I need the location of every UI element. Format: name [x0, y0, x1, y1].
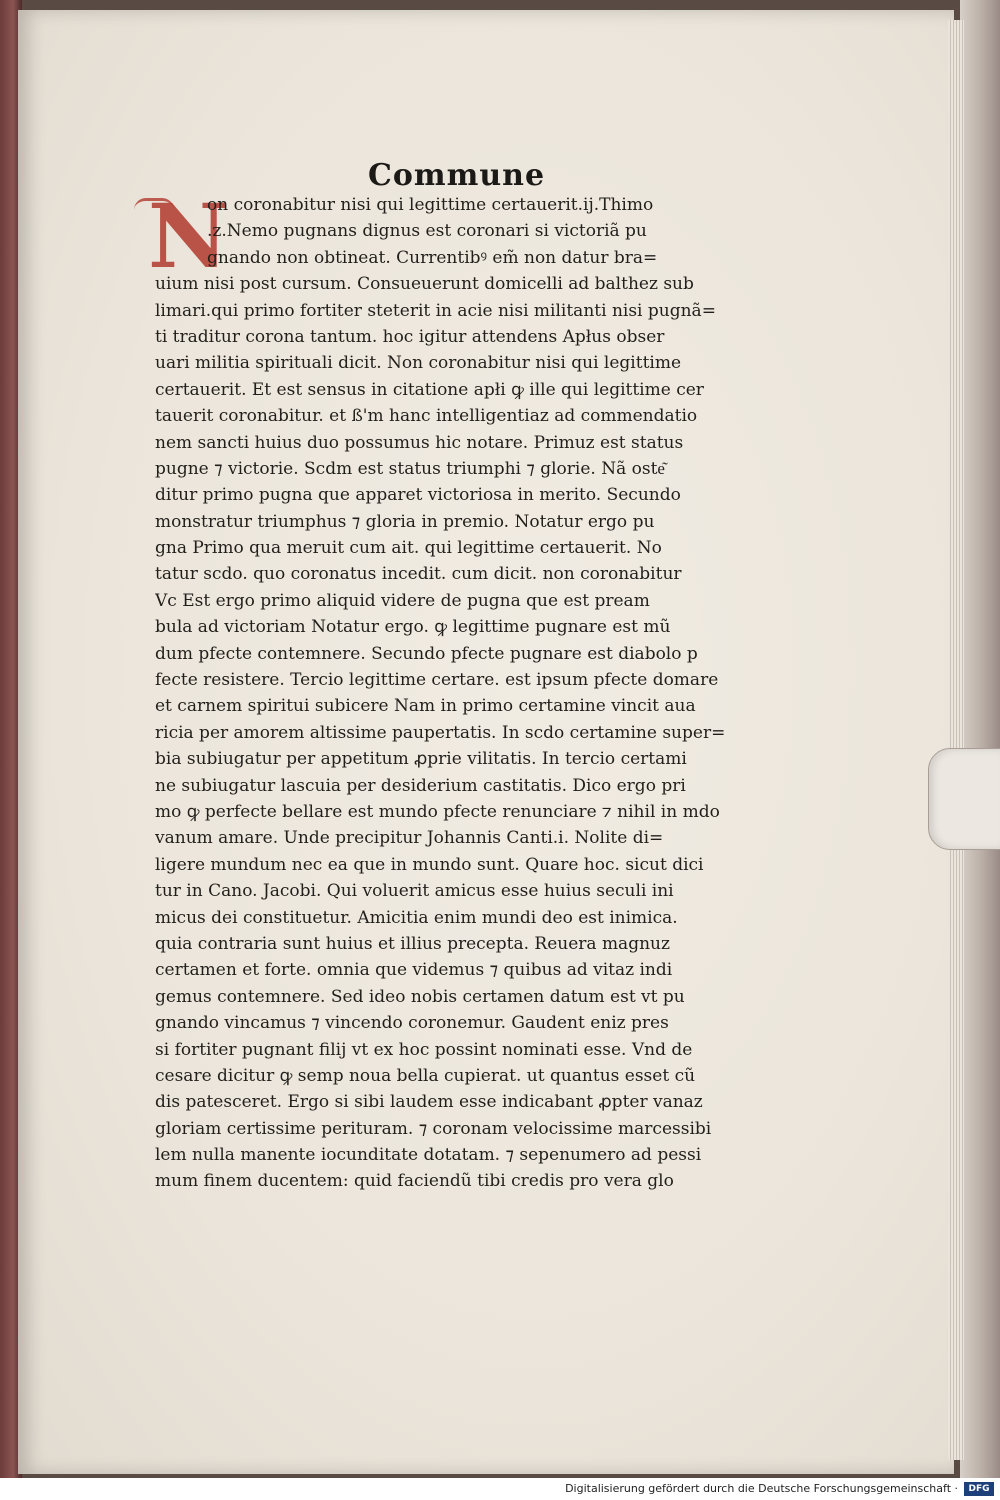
page-edges: [948, 20, 964, 1460]
page-heading: Commune: [368, 158, 546, 193]
text-line: on coronabitur nisi qui legittime certauerit.ij.Thimo: [207, 195, 654, 215]
text-line: gloriam certissime perituram. ⁊ coronam velocissime marcessibi: [155, 1118, 712, 1139]
text-line: nem sancti huius duo possumus hic notare. Primuz est status: [155, 432, 684, 453]
text-line: tur in Cano. Jacobi. Qui voluerit amicus esse huius seculi ini: [155, 881, 674, 902]
text-line: micus dei constituetur. Amicitia enim mundi deo est inimica.: [155, 907, 678, 928]
text-line: bula ad victoriam Notatur ergo. ꝙ legittime pugnare est mũ: [155, 617, 671, 638]
text-line: gna Primo qua meruit cum ait. qui legittime certauerit. No: [155, 538, 662, 559]
text-line: .z.Nemo pugnans dignus est coronari si victoriã pu: [207, 221, 647, 242]
text-line: certamen et forte. omnia que videmus ⁊ quibus ad vitaz indi: [155, 960, 673, 981]
text-line: limari.qui primo fortiter steterit in acie nisi militanti nisi pugnã=: [155, 300, 716, 321]
text-line: ligere mundum nec ea que in mundo sunt. Quare hoc. sicut dici: [155, 854, 704, 875]
text-line: mo ꝙ perfecte bellare est mundo pfecte renunciare ⁊ nihil in mdo: [155, 801, 720, 822]
text-line: certauerit. Et est sensus in citatione apłi ꝙ ille qui legittime cer: [155, 379, 704, 400]
text-line: tatur scdo. quo coronatus incedit. cum dicit. non coronabitur: [155, 564, 682, 585]
text-line: uari militia spirituali dicit. Non coronabitur nisi qui legittime: [155, 353, 682, 374]
text-line: ditur primo pugna que apparet victoriosa in merito. Secundo: [155, 485, 681, 506]
book-cover-right: [960, 0, 1000, 1478]
text-line: fecte resistere. Tercio legittime certare. est ipsum pfecte domare: [155, 670, 719, 691]
text-line: si fortiter pugnant filij vt ex hoc possint nominati esse. Vnd de: [155, 1039, 693, 1060]
text-line: cesare dicitur ꝙ semp noua bella cupierat. ut quantus esset cũ: [155, 1065, 696, 1086]
footer-credit: Digitalisierung gefördert durch die Deutsche Forschungsgemeinschaft ·: [565, 1482, 958, 1495]
text-line: uium nisi post cursum. Consueuerunt domicelli ad balthez sub: [155, 274, 694, 295]
text-line: monstratur triumphus ⁊ gloria in premio. Notatur ergo pu: [155, 511, 655, 532]
text-line: gemus contemnere. Sed ideo nobis certamen datum est vt pu: [155, 986, 685, 1007]
text-line: quia contraria sunt huius et illius precepta. Reuera magnuz: [155, 933, 670, 954]
text-line: bia subiugatur per appetitum ꝓprie vilitatis. In tercio certami: [155, 749, 687, 770]
book-clasp: [928, 748, 1000, 850]
text-line: ti traditur corona tantum. hoc igitur attendens Apłus obser: [155, 326, 665, 347]
text-line: et carnem spiritui subicere Nam in primo certamine vincit aua: [155, 696, 696, 717]
text-line: ne subiugatur lascuia per desiderium castitatis. Dico ergo pri: [155, 775, 686, 796]
text-line: mum finem ducentem: quid faciendũ tibi credis pro vera glo: [155, 1171, 674, 1192]
text-line: gnando non obtineat. Currentibꝰ em̃ non datur bra=: [207, 247, 658, 268]
footer-bar: [0, 1478, 1000, 1500]
text-line: lem nulla manente iocunditate dotatam. ⁊ sepenumero ad pessi: [155, 1145, 702, 1166]
text-line: vanum amare. Unde precipitur Johannis Canti.i. Nolite di=: [155, 828, 664, 849]
text-line: gnando vincamus ⁊ vincendo coronemur. Gaudent eniz pres: [155, 1013, 669, 1034]
rubricated-initial: N: [148, 184, 229, 288]
text-line: pugne ⁊ victorie. Scdm est status triumphi ⁊ glorie. Nã oste͂: [155, 458, 665, 479]
text-line: ricia per amorem altissime paupertatis. In scdo certamine super=: [155, 722, 726, 743]
text-line: dis patesceret. Ergo si sibi laudem esse indicabant ꝓpter vanaz: [155, 1092, 703, 1113]
text-line: tauerit coronabitur. et ß'm hanc intelligentiaz ad commendatio: [155, 406, 698, 427]
text-line: Vc Est ergo primo aliquid videre de pugna que est pream: [155, 590, 650, 611]
text-line: dum pfecte contemnere. Secundo pfecte pugnare est diabolo p: [155, 643, 698, 664]
text-block: [155, 192, 740, 1195]
dfg-logo: DFG: [964, 1482, 994, 1496]
